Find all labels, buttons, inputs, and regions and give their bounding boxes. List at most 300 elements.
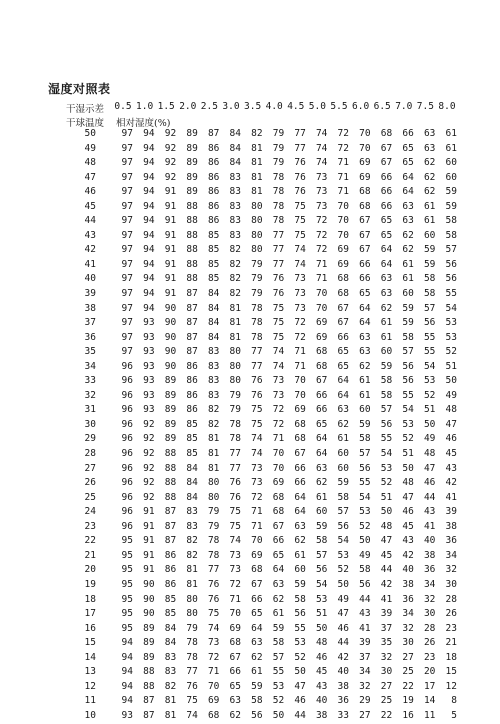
humidity-cell: 63 [402, 200, 414, 212]
humidity-cell: 68 [315, 346, 328, 358]
humidity-cell: 47 [380, 535, 393, 547]
diff-header-cell: 2.5 [200, 101, 218, 112]
humidity-cell: 87 [164, 520, 177, 532]
humidity-cell: 64 [337, 389, 349, 401]
humidity-cell: 60 [423, 229, 436, 241]
humidity-cell: 58 [359, 433, 371, 445]
humidity-cell: 66 [294, 477, 306, 489]
humidity-cell: 70 [337, 215, 349, 227]
page-title: 湿度对照表 [48, 82, 111, 96]
dry-bulb-temp-cell: 33 [84, 375, 96, 387]
dry-bulb-temp-cell: 31 [84, 404, 96, 416]
humidity-cell: 56 [359, 462, 371, 474]
humidity-cell: 49 [445, 389, 457, 401]
humidity-cell: 22 [380, 709, 393, 721]
humidity-cell: 97 [121, 273, 133, 285]
humidity-cell: 76 [294, 186, 306, 198]
humidity-cell: 79 [229, 404, 241, 416]
humidity-cell: 78 [251, 302, 263, 314]
humidity-cell: 54 [359, 491, 371, 503]
humidity-cell: 66 [294, 462, 306, 474]
humidity-cell: 90 [164, 302, 177, 314]
humidity-cell: 77 [272, 244, 285, 256]
humidity-cell: 94 [143, 171, 155, 183]
humidity-cell: 62 [359, 360, 371, 372]
dry-bulb-temp-cell: 18 [84, 593, 96, 605]
humidity-cell: 72 [207, 651, 220, 663]
humidity-cell: 50 [423, 418, 436, 430]
humidity-cell: 88 [164, 491, 177, 503]
humidity-cell: 57 [445, 244, 457, 256]
humidity-cell: 34 [402, 608, 414, 620]
humidity-cell: 73 [251, 462, 263, 474]
humidity-cell: 72 [251, 491, 263, 503]
humidity-cell: 57 [380, 404, 393, 416]
humidity-cell: 64 [359, 302, 371, 314]
humidity-cell: 91 [164, 186, 177, 198]
humidity-cell: 97 [121, 157, 133, 169]
humidity-cell: 72 [315, 244, 328, 256]
humidity-cell: 70 [272, 462, 285, 474]
humidity-cell: 78 [272, 215, 285, 227]
humidity-cell: 59 [423, 258, 436, 270]
humidity-cell: 59 [380, 360, 393, 372]
humidity-cell: 72 [294, 317, 306, 329]
humidity-cell: 91 [164, 244, 177, 256]
humidity-cell: 60 [294, 564, 306, 576]
humidity-cell: 70 [251, 535, 263, 547]
humidity-cell: 65 [402, 142, 414, 154]
dry-bulb-temp-cell: 46 [84, 186, 96, 198]
table-row [0, 594, 500, 609]
humidity-cell: 46 [315, 651, 328, 663]
humidity-cell: 94 [143, 229, 155, 241]
humidity-cell: 58 [251, 695, 263, 707]
humidity-cell: 88 [186, 215, 198, 227]
humidity-cell: 88 [164, 462, 177, 474]
humidity-cell: 92 [143, 433, 155, 445]
humidity-cell: 67 [337, 302, 349, 314]
humidity-cell: 37 [359, 651, 371, 663]
humidity-cell: 61 [445, 142, 457, 154]
humidity-cell: 86 [186, 360, 198, 372]
humidity-cell: 81 [229, 331, 241, 343]
dry-bulb-temp-cell: 19 [84, 578, 96, 590]
humidity-cell: 11 [423, 709, 436, 721]
humidity-cell: 84 [207, 317, 220, 329]
humidity-cell: 30 [380, 666, 393, 678]
humidity-cell: 86 [164, 578, 177, 590]
humidity-cell: 22 [402, 680, 414, 692]
dry-bulb-temp-cell: 20 [84, 564, 96, 576]
humidity-cell: 68 [359, 186, 371, 198]
humidity-cell: 68 [315, 360, 328, 372]
humidity-cell: 54 [402, 404, 414, 416]
humidity-cell: 56 [337, 520, 349, 532]
humidity-cell: 37 [380, 622, 393, 634]
humidity-cell: 68 [272, 506, 285, 518]
humidity-cell: 78 [229, 418, 241, 430]
humidity-cell: 82 [207, 404, 220, 416]
humidity-cell: 83 [207, 346, 220, 358]
humidity-cell: 54 [315, 578, 328, 590]
humidity-cell: 71 [337, 157, 349, 169]
humidity-cell: 50 [315, 622, 328, 634]
dry-bulb-temp-cell: 41 [84, 258, 96, 270]
humidity-cell: 76 [272, 288, 285, 300]
humidity-cell: 61 [380, 331, 393, 343]
humidity-cell: 54 [337, 535, 349, 547]
humidity-cell: 84 [229, 157, 241, 169]
humidity-cell: 67 [380, 142, 393, 154]
humidity-cell: 34 [423, 578, 436, 590]
humidity-cell: 63 [229, 695, 241, 707]
humidity-cell: 47 [337, 608, 349, 620]
humidity-cell: 78 [272, 186, 285, 198]
humidity-cell: 85 [207, 229, 220, 241]
humidity-cell: 64 [402, 186, 414, 198]
humidity-cell: 73 [315, 171, 328, 183]
humidity-cell: 84 [186, 491, 198, 503]
humidity-cell: 58 [380, 389, 393, 401]
table-row [0, 463, 500, 478]
humidity-cell: 94 [143, 157, 155, 169]
humidity-cell: 61 [337, 433, 349, 445]
humidity-cell: 93 [143, 360, 155, 372]
humidity-cell: 77 [251, 360, 263, 372]
humidity-cell: 50 [337, 578, 349, 590]
humidity-cell: 94 [143, 186, 155, 198]
humidity-cell: 74 [315, 157, 328, 169]
humidity-cell: 97 [121, 171, 133, 183]
humidity-cell: 69 [251, 549, 263, 561]
humidity-cell: 96 [121, 477, 133, 489]
humidity-cell: 90 [164, 346, 177, 358]
humidity-cell: 77 [207, 564, 220, 576]
humidity-cell: 76 [229, 491, 241, 503]
humidity-cell: 59 [423, 244, 436, 256]
humidity-cell: 76 [272, 273, 285, 285]
humidity-cell: 78 [207, 549, 220, 561]
humidity-cell: 34 [445, 549, 457, 561]
humidity-cell: 62 [315, 477, 328, 489]
humidity-cell: 85 [207, 258, 220, 270]
humidity-cell: 74 [294, 258, 306, 270]
humidity-cell: 27 [359, 709, 371, 721]
humidity-cell: 39 [359, 637, 371, 649]
humidity-cell: 55 [380, 433, 393, 445]
humidity-cell: 82 [229, 288, 241, 300]
humidity-cell: 96 [121, 375, 133, 387]
humidity-cell: 46 [402, 506, 414, 518]
humidity-cell: 61 [294, 549, 306, 561]
humidity-cell: 91 [143, 549, 155, 561]
humidity-cell: 91 [164, 288, 177, 300]
humidity-cell: 40 [337, 666, 349, 678]
humidity-cell: 89 [186, 142, 198, 154]
humidity-cell: 61 [359, 389, 371, 401]
dry-bulb-temp-cell: 49 [84, 142, 96, 154]
humidity-cell: 63 [423, 142, 436, 154]
table-row [0, 695, 500, 710]
humidity-cell: 79 [229, 389, 241, 401]
dry-bulb-temp-cell: 34 [84, 360, 96, 372]
dry-bulb-temp-cell: 37 [84, 317, 96, 329]
table-row [0, 259, 500, 274]
humidity-cell: 68 [337, 288, 349, 300]
humidity-cell: 91 [164, 273, 177, 285]
humidity-cell: 50 [272, 709, 285, 721]
humidity-cell: 71 [272, 433, 285, 445]
humidity-cell: 65 [337, 346, 349, 358]
diff-header-cell: 5.0 [308, 101, 326, 112]
humidity-cell: 94 [143, 244, 155, 256]
humidity-cell: 77 [251, 346, 263, 358]
humidity-cell: 85 [207, 273, 220, 285]
humidity-cell: 83 [164, 666, 177, 678]
humidity-cell: 87 [186, 317, 198, 329]
humidity-cell: 46 [423, 477, 436, 489]
humidity-cell: 48 [445, 404, 457, 416]
humidity-cell: 78 [229, 433, 241, 445]
humidity-cell: 23 [445, 622, 457, 634]
humidity-cell: 79 [272, 128, 285, 139]
humidity-cell: 57 [337, 506, 349, 518]
humidity-cell: 86 [164, 564, 177, 576]
humidity-cell: 80 [251, 229, 263, 241]
table-row [0, 288, 500, 303]
humidity-cell: 70 [207, 680, 220, 692]
humidity-cell: 62 [423, 157, 436, 169]
humidity-cell: 90 [164, 360, 177, 372]
humidity-cell: 52 [359, 520, 371, 532]
humidity-cell: 97 [121, 229, 133, 241]
humidity-cell: 75 [186, 695, 198, 707]
dry-bulb-temp-cell: 30 [84, 418, 96, 430]
humidity-cell: 75 [294, 215, 306, 227]
humidity-cell: 91 [164, 200, 177, 212]
humidity-cell: 50 [359, 535, 371, 547]
dry-bulb-temp-cell: 15 [84, 637, 96, 649]
humidity-cell: 79 [186, 622, 198, 634]
humidity-cell: 58 [272, 637, 285, 649]
humidity-cell: 71 [337, 171, 349, 183]
humidity-cell: 67 [359, 244, 371, 256]
humidity-cell: 69 [359, 157, 371, 169]
humidity-cell: 44 [359, 593, 371, 605]
humidity-cell: 64 [294, 491, 306, 503]
humidity-cell: 55 [294, 622, 306, 634]
humidity-cell: 89 [143, 622, 155, 634]
dry-bulb-temp-cell: 17 [84, 608, 96, 620]
humidity-cell: 93 [143, 317, 155, 329]
humidity-cell: 91 [143, 564, 155, 576]
humidity-cell: 84 [229, 142, 241, 154]
humidity-cell: 68 [294, 433, 306, 445]
humidity-cell: 89 [164, 389, 177, 401]
humidity-cell: 54 [380, 448, 393, 460]
humidity-cell: 53 [359, 506, 371, 518]
humidity-cell: 63 [359, 331, 371, 343]
humidity-cell: 26 [445, 608, 457, 620]
humidity-cell: 89 [164, 418, 177, 430]
humidity-cell: 38 [337, 680, 349, 692]
humidity-cell: 87 [143, 709, 155, 721]
humidity-cell: 96 [121, 520, 133, 532]
humidity-cell: 62 [272, 593, 285, 605]
humidity-cell: 61 [423, 200, 436, 212]
table-row [0, 608, 500, 623]
dry-bulb-temp-cell: 50 [84, 128, 96, 139]
humidity-cell: 53 [315, 593, 328, 605]
humidity-cell: 80 [251, 200, 263, 212]
dry-bulb-temp-cell: 23 [84, 520, 96, 532]
humidity-cell: 88 [186, 244, 198, 256]
diff-header-cell: 1.0 [136, 101, 154, 112]
humidity-cell: 92 [143, 418, 155, 430]
humidity-cell: 46 [294, 695, 306, 707]
humidity-cell: 28 [445, 593, 457, 605]
humidity-cell: 95 [121, 622, 133, 634]
humidity-cell: 50 [380, 506, 393, 518]
table-row [0, 623, 500, 638]
humidity-cell: 96 [121, 418, 133, 430]
humidity-cell: 83 [186, 520, 198, 532]
humidity-cell: 72 [315, 215, 328, 227]
humidity-cell: 96 [121, 360, 133, 372]
humidity-cell: 93 [143, 331, 155, 343]
humidity-cell: 48 [402, 477, 414, 489]
humidity-cell: 85 [186, 418, 198, 430]
humidity-cell: 54 [423, 360, 436, 372]
humidity-cell: 88 [143, 680, 155, 692]
humidity-cell: 48 [315, 637, 328, 649]
humidity-cell: 74 [251, 448, 263, 460]
humidity-cell: 45 [445, 448, 457, 460]
humidity-cell: 42 [380, 578, 393, 590]
table-row [0, 390, 500, 405]
humidity-cell: 58 [380, 375, 393, 387]
humidity-cell: 45 [315, 666, 328, 678]
humidity-cell: 64 [380, 244, 393, 256]
humidity-cell: 96 [121, 491, 133, 503]
humidity-cell: 44 [337, 637, 349, 649]
humidity-cell: 84 [207, 288, 220, 300]
humidity-cell: 36 [445, 535, 457, 547]
dry-bulb-temp-cell: 16 [84, 622, 96, 634]
humidity-cell: 73 [251, 477, 263, 489]
humidity-cell: 68 [207, 709, 220, 721]
humidity-cell: 65 [380, 229, 393, 241]
humidity-cell: 52 [337, 564, 349, 576]
humidity-cell: 97 [121, 128, 133, 139]
diff-header-cell: 5.5 [330, 101, 348, 112]
humidity-cell: 76 [186, 680, 198, 692]
humidity-cell: 52 [272, 695, 285, 707]
dry-bulb-temp-cell: 32 [84, 389, 96, 401]
humidity-cell: 62 [423, 171, 436, 183]
humidity-cell: 69 [337, 258, 349, 270]
humidity-cell: 72 [229, 578, 241, 590]
humidity-cell: 66 [380, 171, 393, 183]
humidity-cell: 61 [402, 258, 414, 270]
humidity-cell: 76 [207, 578, 220, 590]
humidity-cell: 72 [337, 142, 349, 154]
humidity-cell: 56 [251, 709, 263, 721]
humidity-cell: 56 [445, 258, 457, 270]
table-row [0, 172, 500, 187]
humidity-cell: 83 [229, 215, 241, 227]
humidity-cell: 59 [272, 622, 285, 634]
humidity-cell: 44 [294, 709, 306, 721]
humidity-cell: 74 [272, 360, 285, 372]
humidity-cell: 25 [380, 695, 393, 707]
humidity-cell: 47 [445, 418, 457, 430]
humidity-cell: 36 [423, 564, 436, 576]
humidity-cell: 97 [121, 346, 133, 358]
humidity-cell: 41 [380, 593, 393, 605]
humidity-cell: 59 [402, 302, 414, 314]
humidity-cell: 96 [121, 404, 133, 416]
humidity-cell: 79 [251, 273, 263, 285]
humidity-cell: 51 [423, 404, 436, 416]
diff-header-cell: 6.0 [352, 101, 370, 112]
humidity-cell: 68 [337, 273, 349, 285]
humidity-cell: 95 [121, 549, 133, 561]
humidity-cell: 44 [380, 564, 393, 576]
humidity-cell: 70 [359, 128, 371, 139]
humidity-cell: 97 [121, 186, 133, 198]
humidity-cell: 69 [315, 331, 328, 343]
humidity-cell: 84 [164, 637, 177, 649]
humidity-cell: 68 [272, 491, 285, 503]
humidity-cell: 92 [164, 142, 177, 154]
humidity-cell: 56 [402, 375, 414, 387]
humidity-cell: 86 [207, 215, 220, 227]
humidity-cell: 86 [207, 186, 220, 198]
humidity-cell: 32 [423, 593, 436, 605]
humidity-cell: 71 [251, 520, 263, 532]
humidity-cell: 51 [402, 448, 414, 460]
humidity-cell: 93 [143, 389, 155, 401]
humidity-cell: 67 [315, 375, 328, 387]
humidity-cell: 40 [402, 564, 414, 576]
humidity-cell: 85 [207, 244, 220, 256]
humidity-cell: 60 [315, 506, 328, 518]
humidity-cell: 73 [229, 564, 241, 576]
humidity-cell: 84 [229, 128, 241, 139]
humidity-cell: 70 [337, 200, 349, 212]
humidity-cell: 86 [164, 549, 177, 561]
humidity-cell: 57 [423, 302, 436, 314]
humidity-cell: 42 [337, 651, 349, 663]
humidity-cell: 55 [445, 288, 457, 300]
humidity-cell: 97 [121, 200, 133, 212]
humidity-cell: 50 [294, 666, 306, 678]
table-row [0, 666, 500, 681]
humidity-cell: 67 [229, 651, 241, 663]
humidity-cell: 27 [380, 680, 393, 692]
humidity-cell: 81 [251, 186, 263, 198]
table-row [0, 273, 500, 288]
humidity-cell: 76 [207, 593, 220, 605]
humidity-cell: 75 [229, 506, 241, 518]
humidity-cell: 43 [315, 680, 328, 692]
humidity-cell: 58 [423, 273, 436, 285]
humidity-cell: 80 [207, 491, 220, 503]
humidity-cell: 69 [272, 477, 285, 489]
humidity-cell: 95 [121, 564, 133, 576]
